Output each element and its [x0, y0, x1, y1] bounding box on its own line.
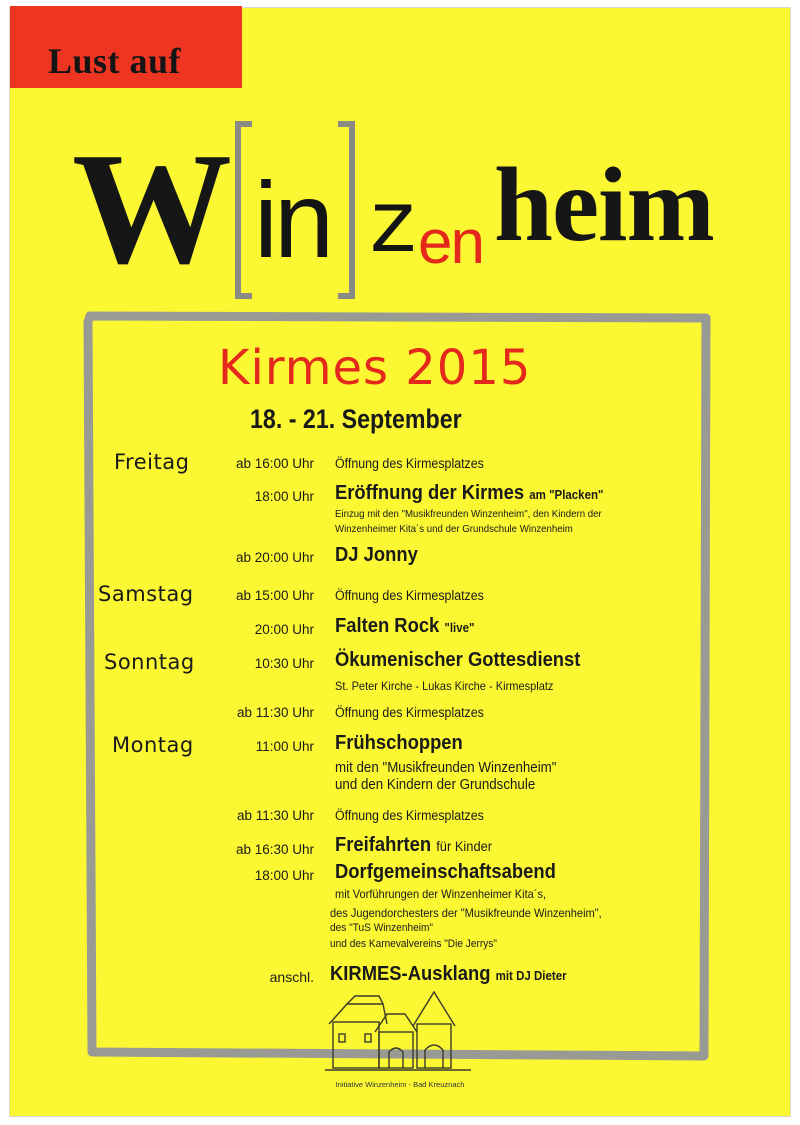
title-en: en: [418, 208, 483, 277]
time-mon-2: ab 11:30 Uhr: [236, 808, 314, 823]
time-sat-2: 20:00 Uhr: [254, 622, 314, 637]
event-fri-2-suffix: am "Placken": [529, 488, 604, 502]
day-monday: Montag: [112, 733, 194, 757]
event-title: Kirmes 2015: [218, 340, 532, 396]
time-fri-3: ab 20:00 Uhr: [235, 550, 314, 565]
event-fri-2: [335, 482, 603, 505]
day-sunday: Sonntag: [104, 650, 195, 674]
event-mon-4-line2: des Jugendorchesters der "Musikfreunde Winzenheim",: [330, 906, 602, 920]
footer-credit: Initiative Winzenheim - Bad Kreuznach: [335, 1080, 465, 1089]
time-mon-5: anschl.: [269, 969, 314, 985]
event-mon-1-line2: und den Kindern der Grundschule: [335, 777, 536, 793]
castle-icon: [325, 988, 475, 1078]
header-label: Lust auf: [48, 41, 182, 81]
event-mon-1: Frühschoppen: [335, 732, 463, 754]
time-mon-1: 11:00 Uhr: [255, 739, 314, 754]
event-mon-4: Dorfgemeinschaftsabend: [335, 861, 556, 883]
day-friday: Freitag: [114, 450, 190, 474]
time-sun-2: ab 11:30 Uhr: [236, 705, 314, 720]
title-in: in: [254, 159, 331, 280]
event-dates: 18. - 21. September: [250, 404, 462, 434]
event-sun-2: Öffnung des Kirmesplatzes: [335, 705, 484, 720]
event-mon-2: Öffnung des Kirmesplatzes: [335, 808, 484, 823]
event-mon-3-title: Freifahrten: [335, 834, 432, 856]
event-mon-3-suffix: für Kinder: [436, 838, 493, 854]
time-mon-3: ab 16:30 Uhr: [235, 842, 314, 857]
event-mon-1-line1: mit den "Musikfreunden Winzenheim": [335, 760, 557, 776]
event-mon-5-title: KIRMES-Ausklang: [330, 963, 491, 985]
event-fri-1: Öffnung des Kirmesplatzes: [335, 456, 484, 471]
event-sun-1: Ökumenischer Gottesdienst: [335, 649, 581, 671]
day-saturday: Samstag: [98, 582, 194, 606]
event-fri-3: DJ Jonny: [335, 544, 418, 566]
event-mon-5: [330, 963, 567, 986]
time-mon-4: 18:00 Uhr: [254, 868, 314, 883]
time-fri-2: 18:00 Uhr: [254, 489, 314, 504]
time-sat-1: ab 15:00 Uhr: [235, 588, 314, 603]
event-sat-1: Öffnung des Kirmesplatzes: [335, 588, 484, 603]
event-sat-2: [335, 615, 474, 638]
title-w: W: [72, 119, 226, 297]
event-mon-4-line3: des "TuS Winzenheim": [330, 922, 433, 934]
event-sat-2-title: Falten Rock: [335, 615, 440, 637]
title-heim: heim: [494, 146, 714, 263]
event-mon-3: [335, 834, 492, 857]
time-fri-1: ab 16:00 Uhr: [235, 456, 314, 471]
event-mon-4-line1: mit Vorführungen der Winzenheimer Kita´s,: [335, 887, 547, 901]
event-fri-2-title: Eröffnung der Kirmes: [335, 482, 525, 504]
event-fri-2-line1: Einzug mit den "Musikfreunden Winzenheim", den Kindern der: [335, 508, 602, 520]
event-mon-5-suffix: mit DJ Dieter: [495, 969, 567, 983]
title-z: z: [367, 179, 420, 278]
event-fri-2-line2: Winzenheimer Kita´s und der Grundschule Winzenheim: [335, 523, 573, 535]
time-sun-1: 10:30 Uhr: [254, 656, 314, 671]
event-sun-1-line1: St. Peter Kirche - Lukas Kirche - Kirmesplatz: [335, 679, 554, 693]
event-sat-2-suffix: "live": [444, 621, 475, 635]
event-mon-4-line4: und des Karnevalvereins "Die Jerrys": [330, 938, 497, 950]
